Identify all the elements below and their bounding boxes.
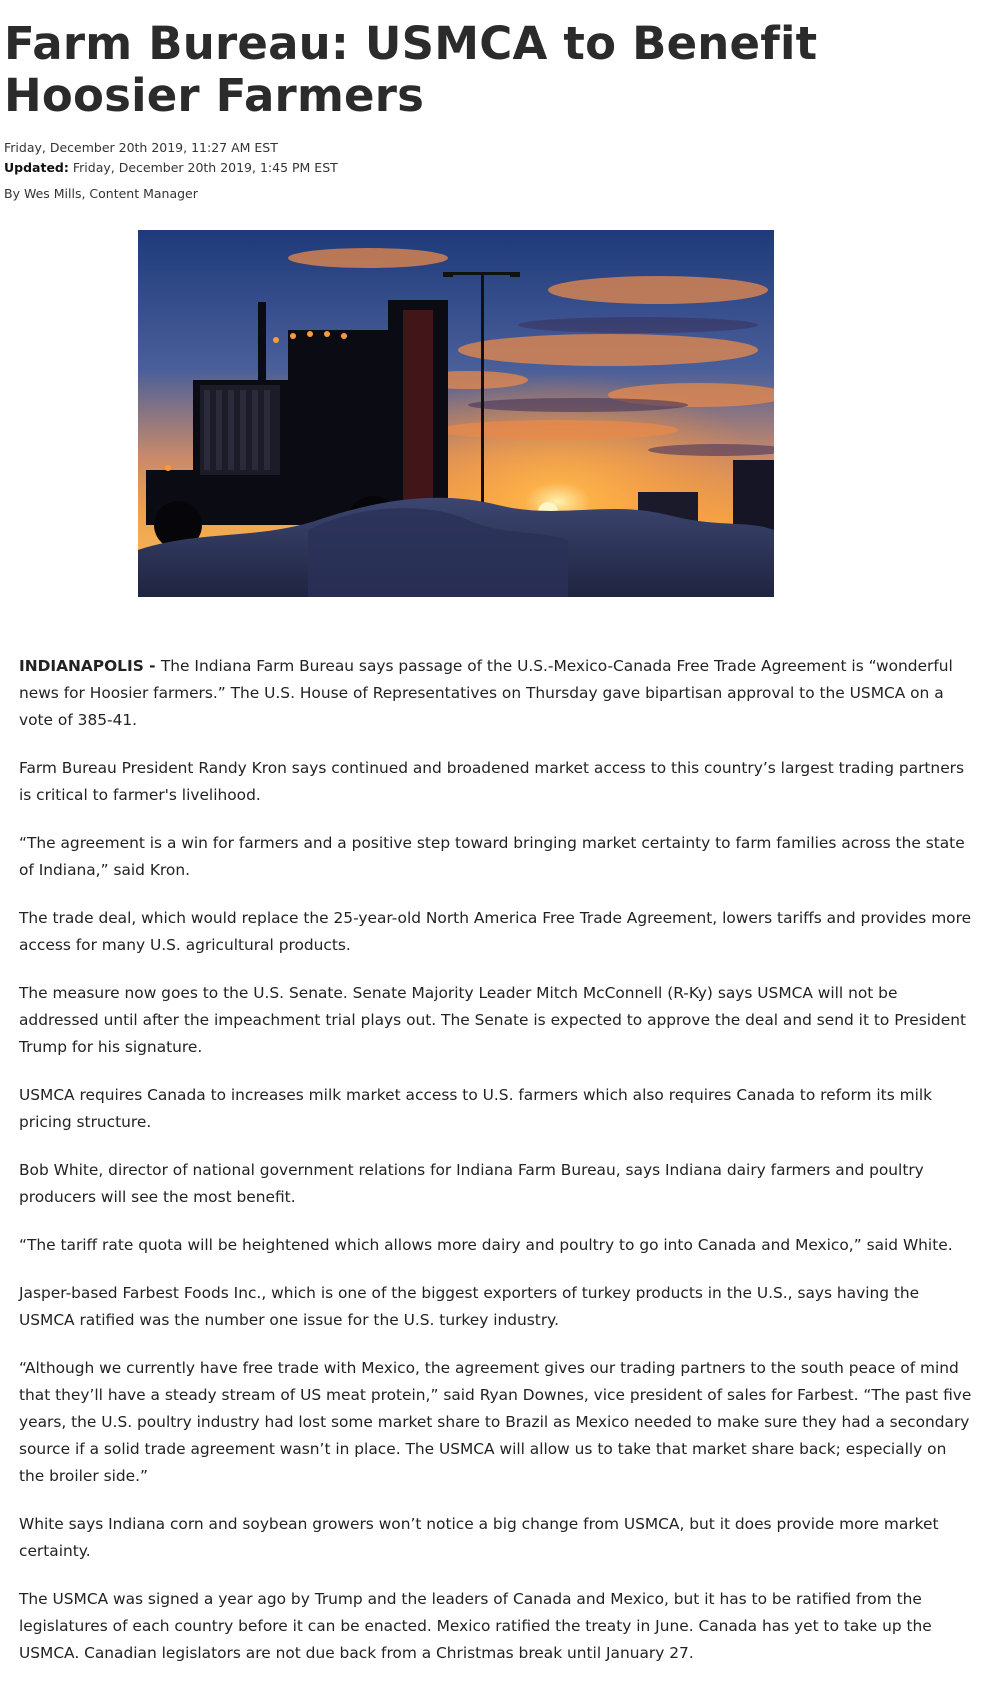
- updated-date-row: [4, 158, 338, 178]
- article-meta: [4, 138, 338, 204]
- article-paragraph: Farm Bureau President Randy Kron says continued and broadened market access to this country’s largest trading partners is critical to farmer's livelihood.: [19, 759, 965, 804]
- article-paragraph: “Although we currently have free trade with Mexico, the agreement gives our trading partners to the south peace of mind that they’ll have a steady stream of US meat protein,” said Ryan Downes, vice president of sales for Farbest. “The past five years, the U.S. poultry industry had lost some market share to Brazil as Mexico needed to make sure they had a secondary source if a solid trade agreement wasn’t in place. The USMCA will allow us to take that market share back; especially on the broiler side.”: [19, 1359, 972, 1485]
- article-paragraph: The trade deal, which would replace the 25-year-old North America Free Trade Agreement, lowers tariffs and provides more access for many U.S. agricultural products.: [19, 909, 972, 954]
- paragraph-text: The Indiana Farm Bureau says passage of the U.S.-Mexico-Canada Free Trade Agreement is “wonderful news for Hoosier farmers.” The U.S. House of Representatives on Thursday gave bipartisan approval to the USMCA on a vote of 385-41.: [19, 657, 953, 729]
- article-paragraph: USMCA requires Canada to increases milk market access to U.S. farmers which also requires Canada to reform its milk pricing structure.: [19, 1086, 933, 1131]
- article-paragraph: The USMCA was signed a year ago by Trump and the leaders of Canada and Mexico, but it has to be ratified from the legislatures of each country before it can be enacted. Mexico ratified the treaty in June. Canada has yet to take up the USMCA. Canadian legislators are not due back from a Christmas break until January 27.: [19, 1590, 932, 1662]
- article-headline: Farm Bureau: USMCA to Benefit Hoosier Farmers: [4, 17, 818, 122]
- published-date: Friday, December 20th 2019, 11:27 AM EST: [4, 140, 278, 155]
- updated-date: Friday, December 20th 2019, 1:45 PM EST: [72, 160, 338, 175]
- article-paragraph: Bob White, director of national government relations for Indiana Farm Bureau, says Indiana dairy farmers and poultry producers will see the most benefit.: [19, 1161, 924, 1206]
- article-body: [19, 653, 974, 1688]
- byline[interactable]: By Wes Mills, Content Manager: [4, 186, 198, 201]
- updated-label: Updated:: [4, 160, 69, 175]
- dateline: INDIANAPOLIS -: [19, 657, 161, 675]
- article-paragraph: [19, 653, 974, 734]
- article-paragraph: Jasper-based Farbest Foods Inc., which is one of the biggest exporters of turkey products in the U.S., says having the USMCA ratified was the number one issue for the U.S. turkey industry.: [19, 1284, 920, 1329]
- article-paragraph: “The tariff rate quota will be heightened which allows more dairy and poultry to go into Canada and Mexico,” said White.: [19, 1236, 953, 1254]
- article-paragraph: White says Indiana corn and soybean growers won’t notice a big change from USMCA, but it does provide more market certainty.: [19, 1515, 939, 1560]
- hero-image: [138, 230, 774, 597]
- article-paragraph: “The agreement is a win for farmers and a positive step toward bringing market certainty to farm families across the state of Indiana,” said Kron.: [19, 834, 965, 879]
- sunset-truck-illustration: [138, 230, 774, 597]
- article-paragraph: The measure now goes to the U.S. Senate. Senate Majority Leader Mitch McConnell (R-Ky) says USMCA will not be addressed until after the impeachment trial plays out. The Senate is expected to approve the deal and send it to President Trump for his signature.: [19, 984, 967, 1056]
